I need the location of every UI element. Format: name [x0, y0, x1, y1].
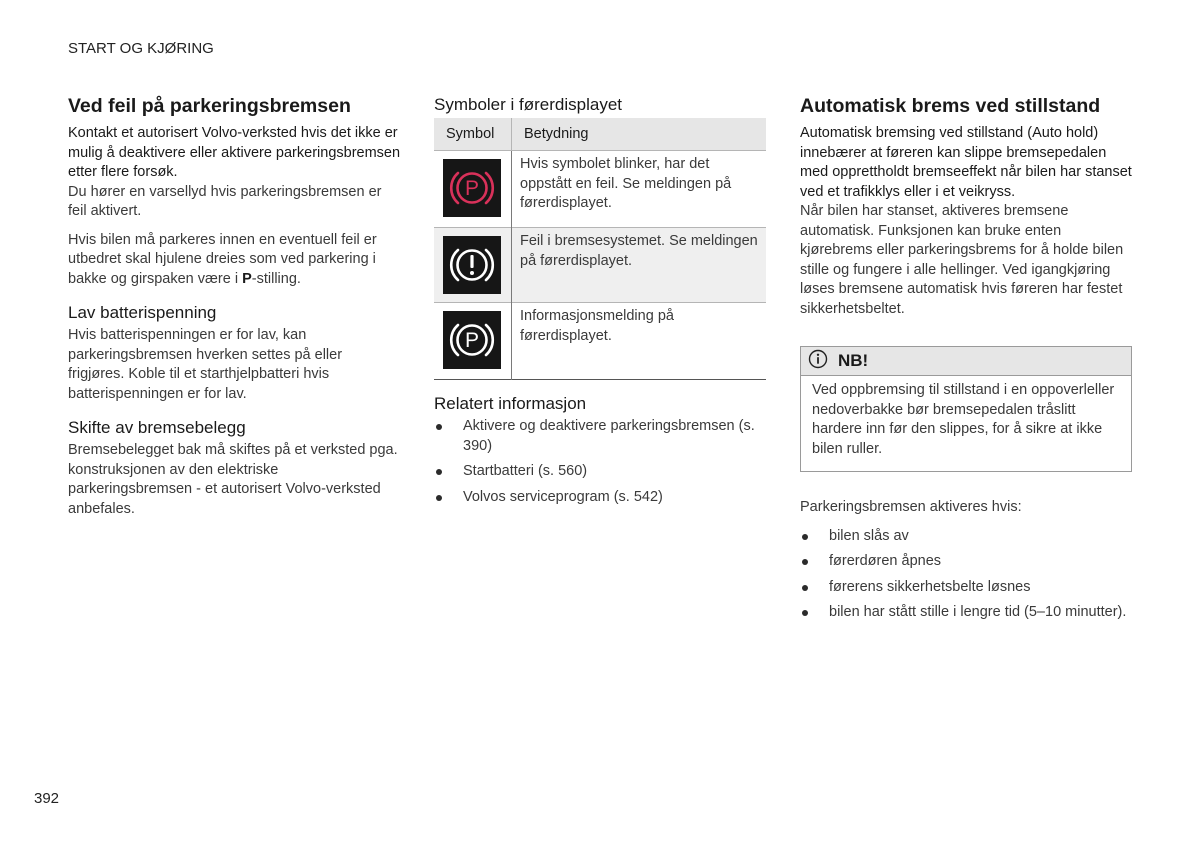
paragraph-auto-brake: Når bilen har stanset, aktiveres bremsene automatisk. Funksjonen kan bruke enten kjørebrems eller parkeringsbrems for å holde bilen stille og fungere i alle hellinger. Ved igangkjøring løses bremsene automatisk hvis føreren har festet sikkerhetsbeltet.	[800, 203, 1124, 317]
row-2-meaning: Feil i bremsesystemet. Se meldingen på førerdisplayet.	[512, 228, 767, 303]
running-header: START OG KJØRING	[68, 40, 214, 57]
related-link[interactable]: Aktivere og deaktivere parkeringsbremsen (s. 390)	[434, 417, 766, 456]
table-row	[434, 303, 766, 380]
table-row	[434, 228, 766, 303]
table-row	[434, 151, 766, 228]
activation-list	[800, 527, 1132, 623]
p2-text-before: Hvis bilen må parkeres innen en eventuell feil er utbedret skal hjulene dreies som ved parkering i bakke og girspaken være i	[68, 231, 377, 287]
note-title: NB!	[838, 351, 869, 370]
parking-brake-white-icon	[443, 311, 501, 369]
brake-warning-white-icon	[443, 236, 501, 294]
paragraph-brake-pads: Bremsebelegget bak må skiftes på et verksted pga. konstruksjonen av den elektriske parkeringsbremsen - et autorisert Volvo-verksted anbefales.	[68, 442, 398, 517]
svg-text:P: P	[464, 177, 480, 200]
list-item: førerdøren åpnes	[800, 552, 1132, 572]
symbols-table	[434, 118, 766, 380]
table-title: Symboler i førerdisplayet	[434, 95, 623, 114]
related-info-title: Relatert informasjon	[434, 394, 587, 413]
gear-p-label: P	[242, 270, 252, 287]
column-symbols	[434, 94, 766, 513]
section-title-auto-hold: Automatisk brems ved stillstand	[800, 95, 1101, 117]
list-item: førerens sikkerhetsbelte løsnes	[800, 578, 1132, 598]
list-item: bilen har stått stille i lengre tid (5–10 minutter).	[800, 603, 1132, 623]
related-list	[434, 417, 766, 507]
paragraph-parking-wheels	[68, 231, 402, 290]
related-link[interactable]: Startbatteri (s. 560)	[434, 462, 766, 482]
parking-brake-red-icon	[443, 159, 501, 217]
page-number: 392	[34, 790, 60, 807]
column-parking-brake-fault	[68, 94, 402, 519]
column-auto-hold	[800, 94, 1132, 629]
subtitle-low-battery: Lav batterispenning	[68, 303, 217, 322]
note-box	[800, 346, 1132, 472]
subtitle-brake-pads: Skifte av bremsebelegg	[68, 418, 246, 437]
p2-text-after: -stilling.	[251, 270, 301, 287]
column-header-symbol: Symbol	[434, 118, 512, 151]
paragraph-warning-sound: Du hører en varsellyd hvis parkeringsbremsen er feil aktivert.	[68, 183, 382, 219]
list-item: bilen slås av	[800, 527, 1132, 547]
column-header-meaning: Betydning	[512, 118, 767, 151]
note-text: Ved oppbremsing til stillstand i en oppoverleller nedoverbakke bør bremsepedalen tråslitt hardere inn før den slippes, for å sikre at ikke bilen ruller.	[812, 382, 1115, 457]
row-3-meaning: Informasjonsmelding på førerdisplayet.	[512, 303, 767, 380]
note-header	[801, 347, 1131, 376]
related-link[interactable]: Volvos serviceprogram (s. 542)	[434, 488, 766, 508]
lead-paragraph-auto-hold: Automatisk bremsing ved stillstand (Auto hold) innebærer at føreren kan slippe bremsepedalen med opprettholdt bremseeffekt når bilen har stanset ved et trafikklys eller i et veikryss.	[800, 125, 1132, 200]
list-intro: Parkeringsbremsen aktiveres hvis:	[800, 499, 1022, 515]
row-1-meaning: Hvis symbolet blinker, har det oppstått en feil. Se meldingen på førerdisplayet.	[512, 151, 767, 228]
lead-paragraph: Kontakt et autorisert Volvo-verksted hvis det ikke er mulig å deaktivere eller aktivere parkeringsbremsen etter flere forsøk.	[68, 125, 401, 180]
section-title-parking-brake-fault: Ved feil på parkeringsbremsen	[68, 95, 351, 117]
paragraph-low-battery: Hvis batterispenningen er for lav, kan parkeringsbremsen hverken settes på eller frigjøres. Koble til et starthjelpbatteri hvis batterispenningen er for lav.	[68, 327, 343, 402]
info-icon	[808, 349, 828, 374]
svg-text:P: P	[464, 329, 480, 352]
